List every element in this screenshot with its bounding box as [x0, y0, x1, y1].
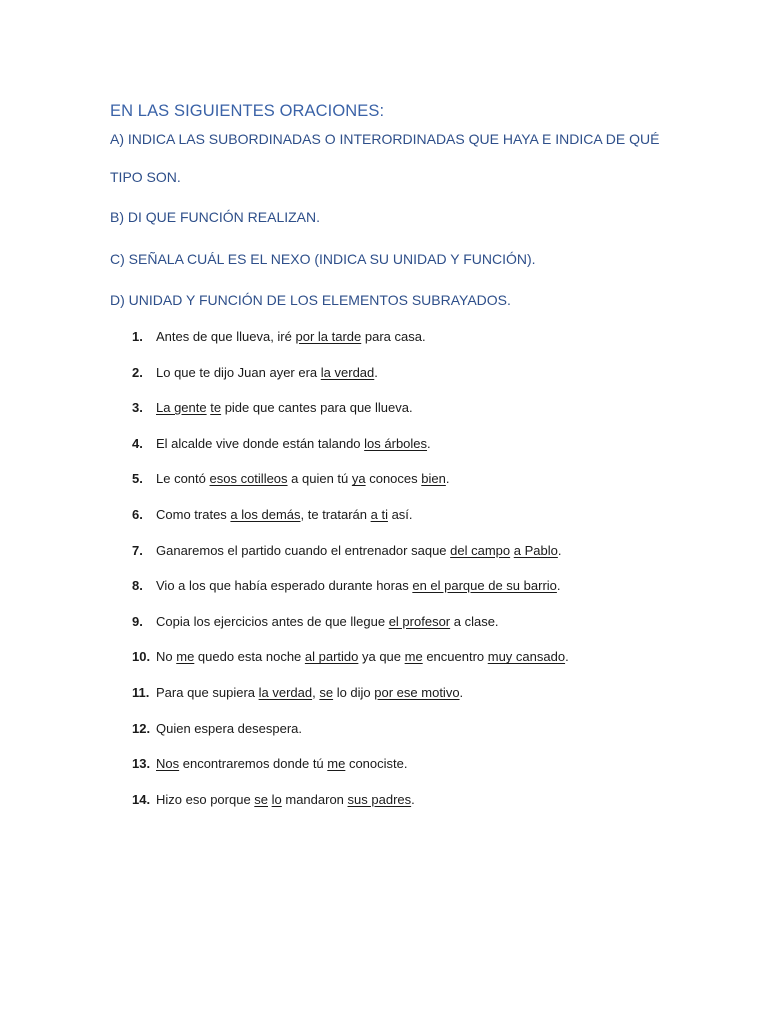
sentence-item: [132, 650, 569, 663]
sentence-text: mandaron: [281, 791, 348, 807]
sentence-text: Hizo eso porque: [156, 791, 255, 807]
instructions-title: EN LAS SIGUIENTES ORACIONES:: [110, 102, 385, 120]
sentence-text: conociste.: [345, 756, 408, 772]
sentence-text: ,: [312, 685, 320, 700]
underlined-element: por ese motivo: [374, 685, 460, 700]
underlined-element: bien: [421, 471, 446, 487]
sentence-text: .: [459, 685, 464, 700]
underlined-element: me: [327, 756, 346, 772]
underlined-element: La gente: [156, 400, 207, 416]
underlined-element: del campo: [450, 542, 511, 558]
underlined-element: esos cotilleos: [209, 471, 288, 487]
sentence-text: .: [557, 542, 562, 558]
underlined-element: lo: [271, 791, 282, 807]
sentence-item: [132, 579, 561, 592]
sentence-number: 5.: [132, 471, 143, 487]
underlined-element: me: [176, 649, 195, 665]
underlined-element: por la tarde: [295, 329, 362, 344]
sentence-item: [132, 686, 463, 699]
instruction-a-line-1: A) INDICA LAS SUBORDINADAS O INTERORDINADAS QUE HAYA E INDICA DE QUÉ: [110, 131, 660, 147]
sentence-text: encuentro: [422, 649, 488, 665]
sentence-text: Le contó: [156, 471, 210, 487]
sentence-text: Para que supiera: [156, 685, 259, 700]
sentence-text: a quien tú: [287, 471, 352, 487]
sentence-number: 8.: [132, 578, 143, 594]
underlined-element: a los demás: [230, 507, 301, 522]
underlined-element: sus padres: [347, 791, 412, 807]
sentence-text: , te tratarán: [300, 507, 371, 522]
underlined-element: te: [210, 400, 222, 416]
sentence-number: 14.: [132, 791, 151, 807]
sentence-text: pide que cantes para que llueva.: [221, 400, 413, 416]
sentence-text: .: [556, 578, 561, 594]
sentence-text: así.: [387, 507, 413, 522]
sentence-text: Como trates: [156, 507, 231, 522]
underlined-element: al partido: [304, 649, 359, 665]
underlined-element: me: [404, 649, 423, 665]
sentence-text: No: [156, 649, 177, 665]
sentence-text: El alcalde vive donde están talando: [156, 435, 365, 451]
sentence-text: ya que: [358, 649, 405, 665]
instruction-a-line-2: TIPO SON.: [110, 169, 181, 185]
sentence-item: [132, 401, 413, 414]
underlined-element: se: [319, 685, 334, 700]
underlined-element: la verdad: [258, 685, 313, 700]
instruction-d: D) UNIDAD Y FUNCIÓN DE LOS ELEMENTOS SUBRAYADOS.: [110, 292, 511, 308]
underlined-element: el profesor: [388, 613, 451, 629]
underlined-element: muy cansado: [487, 649, 566, 665]
sentence-text: quedo esta noche: [194, 649, 305, 665]
sentence-number: 1.: [132, 329, 143, 344]
sentence-item: [132, 508, 413, 521]
sentence-text: Ganaremos el partido cuando el entrenador saque: [156, 542, 451, 558]
underlined-element: en el parque de su barrio: [412, 578, 557, 594]
sentence-text: Antes de que llueva, iré: [156, 329, 296, 344]
sentence-number: 13.: [132, 756, 151, 772]
sentence-text: a clase.: [450, 613, 499, 629]
sentence-text: .: [411, 791, 415, 807]
underlined-element: se: [254, 791, 269, 807]
sentence-text: .: [445, 471, 450, 487]
sentence-number: 9.: [132, 613, 143, 629]
sentence-item: [132, 615, 499, 628]
instruction-c: C) SEÑALA CUÁL ES EL NEXO (INDICA SU UNIDAD Y FUNCIÓN).: [110, 251, 536, 267]
sentence-text: Vio a los que había esperado durante horas: [156, 578, 413, 594]
sentence-text: encontraremos donde tú: [179, 756, 328, 772]
sentence-item: [132, 793, 415, 806]
sentence-item: [132, 330, 426, 343]
sentence-text: .: [374, 364, 378, 380]
sentence-text: Copia los ejercicios antes de que llegue: [156, 613, 389, 629]
sentence-number: 11.: [132, 685, 150, 700]
sentence-text: Lo que te dijo Juan ayer era: [156, 364, 321, 380]
sentence-number: 7.: [132, 542, 143, 558]
sentence-text: .: [565, 649, 569, 665]
underlined-element: los árboles: [364, 435, 428, 451]
sentence-text: para casa.: [361, 329, 426, 344]
sentence-text: lo dijo: [333, 685, 375, 700]
sentence-number: 10.: [132, 649, 151, 665]
sentence-text: .: [427, 435, 431, 451]
sentence-item: [132, 366, 378, 379]
sentence-item: [132, 757, 408, 770]
underlined-element: a Pablo: [513, 542, 558, 558]
sentence-text: conoces: [365, 471, 422, 487]
sentence-number: 4.: [132, 435, 143, 451]
sentence-item: [132, 544, 561, 557]
sentence-number: 2.: [132, 364, 143, 380]
underlined-element: la verdad: [320, 364, 375, 380]
underlined-element: ya: [351, 471, 366, 487]
sentence-item: [132, 722, 302, 735]
sentence-text: Quien espera desespera.: [156, 720, 302, 736]
instruction-b: B) DI QUE FUNCIÓN REALIZAN.: [110, 209, 321, 225]
sentence-item: [132, 437, 431, 450]
underlined-element: Nos: [156, 756, 180, 772]
sentence-number: 3.: [132, 400, 143, 416]
sentence-item: [132, 472, 449, 485]
sentence-number: 12.: [132, 720, 151, 736]
sentence-number: 6.: [132, 507, 143, 522]
underlined-element: a ti: [370, 507, 388, 522]
